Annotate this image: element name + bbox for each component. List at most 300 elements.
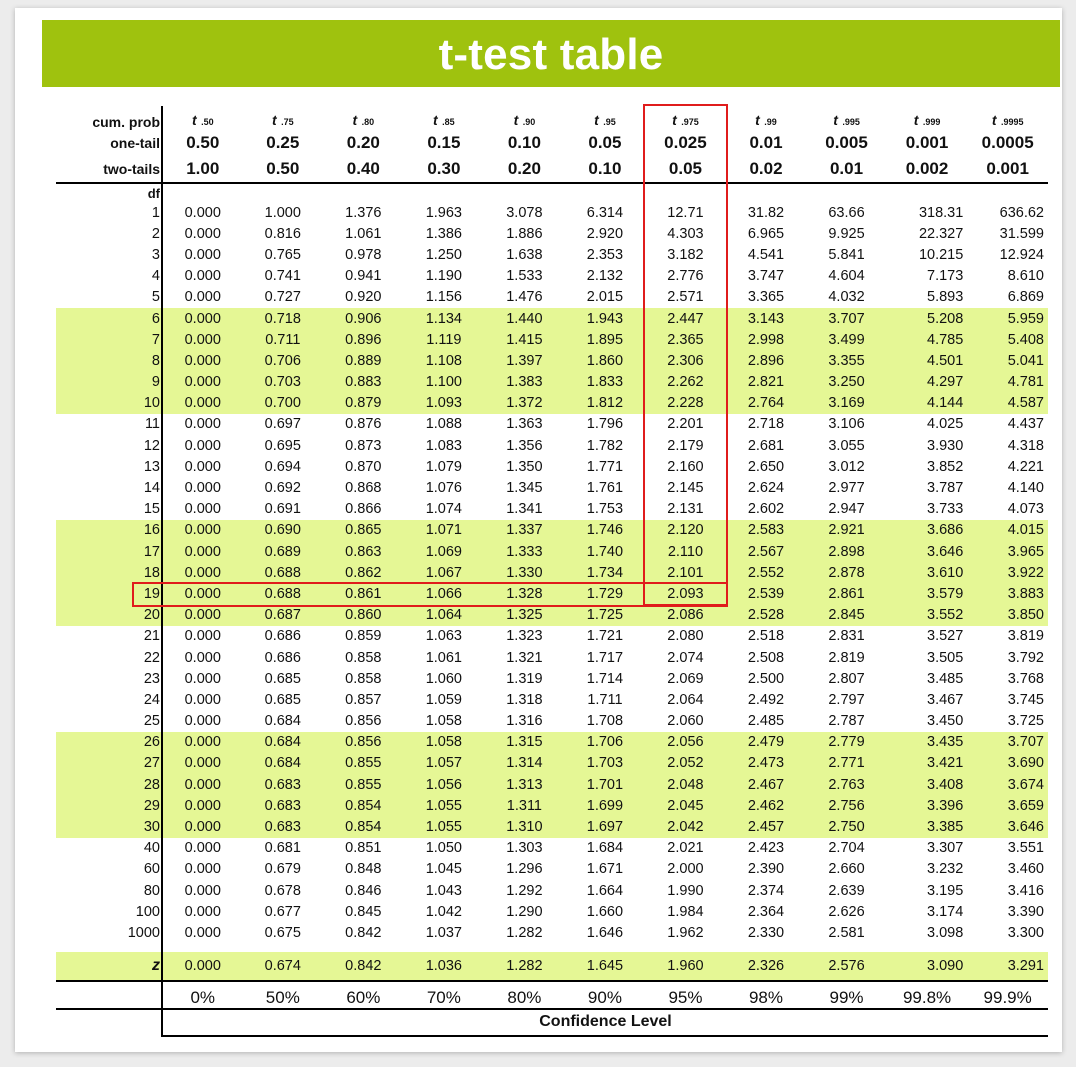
critical-value: 1.108 — [404, 350, 485, 371]
critical-value: 2.821 — [726, 372, 807, 393]
critical-value: 0.845 — [345, 903, 382, 920]
empty-cell — [243, 183, 324, 202]
critical-value: 1.067 — [404, 562, 485, 583]
critical-value: 3.646 — [967, 816, 1048, 837]
critical-value: 9.925 — [828, 225, 865, 242]
critical-value: 1.383 — [484, 372, 565, 393]
critical-value: 2.462 — [726, 795, 807, 816]
z-value: 0.000 — [162, 952, 243, 981]
critical-value: 0.685 — [264, 670, 301, 687]
t-subscript: .90 — [522, 117, 536, 127]
critical-value: 1.055 — [404, 816, 485, 837]
critical-value: 1.060 — [425, 670, 462, 687]
critical-value: 0.688 — [243, 562, 324, 583]
t-symbol: t — [513, 112, 519, 128]
z-value: 0.674 — [243, 952, 324, 981]
critical-value: 2.021 — [667, 840, 704, 857]
critical-value: 2.650 — [747, 458, 785, 475]
critical-value: 2.473 — [726, 753, 807, 774]
table-row — [56, 753, 1048, 774]
critical-value: 2.374 — [747, 882, 785, 899]
critical-value: 0.941 — [345, 268, 382, 285]
df-value: 10 — [56, 393, 162, 414]
critical-value: 0.879 — [323, 393, 404, 414]
critical-value: 3.527 — [927, 628, 964, 645]
critical-value: 1.000 — [264, 204, 301, 221]
table-row — [56, 244, 1048, 265]
df-value: 80 — [56, 880, 162, 901]
critical-value: 3.485 — [927, 670, 964, 687]
critical-value: 1.156 — [425, 289, 462, 306]
spacer — [162, 944, 243, 952]
table-row — [56, 795, 1048, 816]
critical-value: 0.000 — [184, 670, 221, 687]
critical-value: 3.819 — [1007, 628, 1044, 645]
critical-value: 5.841 — [828, 246, 865, 263]
critical-value: 2.132 — [586, 268, 624, 285]
df-value: 14 — [56, 477, 162, 498]
spacer — [565, 944, 646, 952]
critical-value: 1.753 — [586, 501, 624, 518]
df-value: 29 — [56, 795, 162, 816]
df-value: 19 — [56, 583, 162, 604]
critical-value: 1.833 — [565, 372, 646, 393]
page-title: t-test table — [42, 20, 1060, 87]
column-header-t — [323, 106, 404, 130]
confidence-value: 99.9% — [967, 981, 1048, 1009]
critical-value: 2.718 — [747, 416, 785, 433]
critical-value: 1.190 — [425, 268, 462, 285]
t-symbol: t — [271, 112, 277, 128]
critical-value: 4.303 — [667, 225, 704, 242]
critical-value: 1.057 — [404, 753, 485, 774]
critical-value: 2.045 — [645, 795, 726, 816]
critical-value: 1.066 — [404, 583, 485, 604]
critical-value: 3.922 — [967, 562, 1048, 583]
critical-value: 0.854 — [323, 816, 404, 837]
empty-cell — [484, 183, 565, 202]
critical-value: 2.756 — [806, 795, 887, 816]
z-value: 3.291 — [967, 952, 1048, 981]
two-tails-value: 0.50 — [243, 156, 324, 183]
spacer — [645, 944, 726, 952]
critical-value: 4.785 — [887, 329, 968, 350]
critical-value: 1.782 — [586, 437, 624, 454]
critical-value: 0.683 — [243, 795, 324, 816]
critical-value: 1.660 — [586, 903, 624, 920]
critical-value: 0.857 — [345, 691, 382, 708]
one-tail-value: 0.20 — [346, 133, 380, 152]
critical-value: 2.845 — [806, 605, 887, 626]
critical-value: 31.82 — [747, 204, 785, 221]
column-header-t — [967, 106, 1048, 130]
critical-value: 3.078 — [506, 204, 543, 221]
critical-value: 3.965 — [967, 541, 1048, 562]
empty-cell — [726, 183, 807, 202]
critical-value: 2.626 — [828, 903, 865, 920]
critical-value: 2.896 — [726, 350, 807, 371]
critical-value: 0.694 — [264, 458, 301, 475]
critical-value: 63.66 — [828, 204, 865, 221]
critical-value: 2.467 — [726, 774, 807, 795]
critical-value: 1.037 — [425, 924, 462, 941]
critical-value: 3.300 — [1007, 924, 1044, 941]
critical-value: 0.000 — [162, 329, 243, 350]
critical-value: 1.337 — [484, 520, 565, 541]
critical-value: 2.807 — [828, 670, 865, 687]
empty-cell — [967, 183, 1048, 202]
critical-value: 2.479 — [726, 732, 807, 753]
critical-value: 2.485 — [747, 713, 785, 730]
table-row — [56, 583, 1048, 604]
critical-value: 2.353 — [586, 246, 624, 263]
critical-value: 0.679 — [264, 861, 301, 878]
table-row — [56, 880, 1048, 901]
critical-value: 318.31 — [918, 204, 964, 221]
critical-value: 0.865 — [323, 520, 404, 541]
critical-value: 1.376 — [345, 204, 382, 221]
two-tails-value: 0.40 — [323, 156, 404, 183]
critical-value: 1.303 — [506, 840, 543, 857]
table-row — [56, 859, 1048, 880]
critical-value: 1.321 — [506, 649, 543, 666]
critical-value: 4.318 — [1007, 437, 1044, 454]
critical-value: 2.787 — [828, 713, 865, 730]
critical-value: 1.356 — [506, 437, 543, 454]
confidence-value: 0% — [162, 981, 243, 1009]
critical-value: 0.856 — [345, 713, 382, 730]
spacer — [967, 944, 1048, 952]
critical-value: 0.920 — [345, 289, 382, 306]
critical-value: 0.000 — [162, 520, 243, 541]
z-value: 1.645 — [565, 952, 646, 981]
critical-value: 1.415 — [484, 329, 565, 350]
df-value: 28 — [56, 774, 162, 795]
critical-value: 3.169 — [806, 393, 887, 414]
critical-value: 0.706 — [243, 350, 324, 371]
one-tail-value: 0.005 — [825, 133, 868, 152]
critical-value: 1.069 — [404, 541, 485, 562]
critical-value: 0.000 — [184, 628, 221, 645]
table-row — [56, 329, 1048, 350]
two-tails-label: two-tails — [56, 156, 162, 183]
critical-value: 0.862 — [323, 562, 404, 583]
critical-value: 1.962 — [667, 924, 704, 941]
table-row — [56, 266, 1048, 287]
critical-value: 2.080 — [667, 628, 704, 645]
critical-value: 0.906 — [323, 308, 404, 329]
df-value: 9 — [56, 372, 162, 393]
critical-value: 31.599 — [999, 225, 1044, 242]
critical-value: 3.396 — [887, 795, 968, 816]
critical-value: 0.978 — [345, 246, 382, 263]
critical-value: 1.061 — [425, 649, 462, 666]
critical-value: 0.000 — [184, 501, 221, 518]
critical-value: 1.796 — [586, 416, 624, 433]
critical-value: 2.447 — [645, 308, 726, 329]
df-value: 17 — [56, 541, 162, 562]
critical-value: 2.093 — [645, 583, 726, 604]
critical-value: 2.776 — [667, 268, 704, 285]
critical-value: 0.683 — [243, 774, 324, 795]
critical-value: 1.684 — [586, 840, 624, 857]
spacer — [56, 944, 162, 952]
critical-value: 1.812 — [565, 393, 646, 414]
critical-value: 1.440 — [484, 308, 565, 329]
critical-value: 12.71 — [667, 204, 704, 221]
critical-value: 1.697 — [565, 816, 646, 837]
critical-value: 1.088 — [425, 416, 462, 433]
critical-value: 0.000 — [162, 774, 243, 795]
critical-value: 7.173 — [927, 268, 964, 285]
confidence-value: 99.8% — [887, 981, 968, 1009]
critical-value: 2.552 — [726, 562, 807, 583]
critical-value: 1.292 — [506, 882, 543, 899]
critical-value: 0.697 — [264, 416, 301, 433]
one-tail-value: 0.25 — [266, 133, 300, 152]
empty-cell — [887, 183, 968, 202]
critical-value: 2.797 — [828, 691, 865, 708]
critical-value: 1.043 — [425, 882, 462, 899]
critical-value: 0.681 — [264, 840, 301, 857]
confidence-value: 50% — [243, 981, 324, 1009]
critical-value: 0.860 — [323, 605, 404, 626]
critical-value: 2.048 — [645, 774, 726, 795]
critical-value: 0.684 — [243, 753, 324, 774]
spacer — [323, 944, 404, 952]
critical-value: 2.660 — [828, 861, 865, 878]
critical-value: 2.492 — [747, 691, 785, 708]
critical-value: 1.708 — [586, 713, 624, 730]
z-value: 0.842 — [323, 952, 404, 981]
critical-value: 1.056 — [404, 774, 485, 795]
critical-value: 3.467 — [927, 691, 964, 708]
critical-value: 1.045 — [425, 861, 462, 878]
t-subscript: .80 — [361, 117, 375, 127]
critical-value: 1.341 — [506, 501, 543, 518]
empty-cell — [806, 183, 887, 202]
critical-value: 2.602 — [747, 501, 785, 518]
critical-value: 1.721 — [586, 628, 624, 645]
critical-value: 6.965 — [747, 225, 785, 242]
critical-value: 0.000 — [184, 458, 221, 475]
critical-value: 0.000 — [184, 268, 221, 285]
critical-value: 1.350 — [506, 458, 543, 475]
critical-value: 0.858 — [345, 670, 382, 687]
df-value: 7 — [56, 329, 162, 350]
critical-value: 2.423 — [747, 840, 785, 857]
critical-value: 3.707 — [806, 308, 887, 329]
critical-value: 1.314 — [484, 753, 565, 774]
two-tails-value: 0.01 — [806, 156, 887, 183]
critical-value: 3.385 — [887, 816, 968, 837]
critical-value: 4.144 — [887, 393, 968, 414]
critical-value: 1.313 — [484, 774, 565, 795]
critical-value: 4.025 — [927, 416, 964, 433]
table-row — [56, 477, 1048, 498]
table-row — [56, 223, 1048, 244]
two-tails-value: 1.00 — [162, 156, 243, 183]
critical-value: 0.703 — [243, 372, 324, 393]
critical-value: 0.000 — [162, 393, 243, 414]
critical-value: 3.686 — [887, 520, 968, 541]
df-value: 2 — [56, 223, 162, 244]
critical-value: 3.551 — [1007, 840, 1044, 857]
table-row — [56, 838, 1048, 859]
critical-value: 3.745 — [1007, 691, 1044, 708]
critical-value: 1.079 — [425, 458, 462, 475]
empty-cell — [323, 183, 404, 202]
critical-value: 3.055 — [828, 437, 865, 454]
critical-value: 4.032 — [828, 289, 865, 306]
spacer — [806, 944, 887, 952]
t-subscript: .95 — [603, 117, 616, 127]
critical-value: 2.771 — [806, 753, 887, 774]
spacer — [404, 944, 485, 952]
critical-value: 3.355 — [806, 350, 887, 371]
critical-value: 0.000 — [162, 732, 243, 753]
critical-value: 0.855 — [323, 753, 404, 774]
critical-value: 2.064 — [667, 691, 704, 708]
critical-value: 0.685 — [264, 691, 301, 708]
critical-value: 2.763 — [806, 774, 887, 795]
critical-value: 4.297 — [887, 372, 968, 393]
column-header-t — [162, 106, 243, 130]
table-row — [56, 372, 1048, 393]
critical-value: 12.924 — [999, 246, 1044, 263]
critical-value: 2.042 — [645, 816, 726, 837]
column-header-t — [243, 106, 324, 130]
confidence-value: 95% — [645, 981, 726, 1009]
critical-value: 1.323 — [506, 628, 543, 645]
critical-value: 1.943 — [565, 308, 646, 329]
critical-value: 1.042 — [425, 903, 462, 920]
critical-value: 1.290 — [506, 903, 543, 920]
critical-value: 1.746 — [565, 520, 646, 541]
critical-value: 0.842 — [345, 924, 382, 941]
one-tail-value: 0.025 — [664, 133, 707, 152]
df-value: 12 — [56, 435, 162, 456]
critical-value: 0.700 — [243, 393, 324, 414]
confidence-value: 90% — [565, 981, 646, 1009]
z-value: 2.576 — [806, 952, 887, 981]
df-value: 40 — [56, 838, 162, 859]
critical-value: 2.110 — [645, 541, 726, 562]
critical-value: 0.000 — [184, 289, 221, 306]
critical-value: 6.314 — [586, 204, 624, 221]
column-header-t — [806, 106, 887, 130]
critical-value: 2.624 — [747, 480, 785, 497]
table-row — [56, 562, 1048, 583]
critical-value: 1.330 — [484, 562, 565, 583]
critical-value: 2.921 — [806, 520, 887, 541]
critical-value: 3.552 — [887, 605, 968, 626]
critical-value: 2.831 — [828, 628, 865, 645]
t-symbol: t — [672, 112, 677, 128]
table-row — [56, 732, 1048, 753]
critical-value: 1.296 — [506, 861, 543, 878]
spacer — [484, 944, 565, 952]
table-row — [56, 901, 1048, 922]
critical-value: 4.437 — [1007, 416, 1044, 433]
critical-value: 0.692 — [264, 480, 301, 497]
t-symbol: t — [913, 112, 919, 128]
critical-value: 1.646 — [586, 924, 624, 941]
critical-value: 2.131 — [667, 501, 704, 518]
column-header-t — [565, 106, 646, 130]
z-value: 3.090 — [887, 952, 968, 981]
critical-value: 3.747 — [747, 268, 785, 285]
critical-value: 0.889 — [323, 350, 404, 371]
critical-value: 1.059 — [425, 691, 462, 708]
t-subscript: .9995 — [1000, 117, 1024, 127]
table-row — [56, 499, 1048, 520]
table-row — [56, 308, 1048, 329]
critical-value: 0.858 — [345, 649, 382, 666]
critical-value: 4.221 — [1007, 458, 1044, 475]
critical-value: 0.000 — [184, 903, 221, 920]
critical-value: 2.364 — [747, 903, 785, 920]
critical-value: 0.000 — [162, 816, 243, 837]
table-row — [56, 626, 1048, 647]
critical-value: 0.000 — [184, 416, 221, 433]
critical-value: 3.850 — [967, 605, 1048, 626]
critical-value: 3.768 — [1007, 670, 1044, 687]
critical-value: 0.873 — [345, 437, 382, 454]
critical-value: 2.074 — [667, 649, 704, 666]
column-header-t — [484, 106, 565, 130]
critical-value: 0.687 — [243, 605, 324, 626]
df-value: 25 — [56, 711, 162, 732]
one-tail-value: 0.15 — [427, 133, 461, 152]
critical-value: 0.854 — [323, 795, 404, 816]
critical-value: 2.056 — [645, 732, 726, 753]
df-value: 1 — [56, 202, 162, 223]
critical-value: 4.781 — [967, 372, 1048, 393]
critical-value: 1.372 — [484, 393, 565, 414]
df-value: 24 — [56, 689, 162, 710]
critical-value: 2.567 — [726, 541, 807, 562]
df-value: 4 — [56, 266, 162, 287]
critical-value: 0.000 — [162, 308, 243, 329]
critical-value: 1.984 — [667, 903, 704, 920]
critical-value: 1.063 — [425, 628, 462, 645]
critical-value: 0.000 — [184, 861, 221, 878]
critical-value: 3.307 — [927, 840, 964, 857]
critical-value: 1.701 — [565, 774, 646, 795]
critical-value: 3.579 — [887, 583, 968, 604]
table-row — [56, 202, 1048, 223]
critical-value: 3.646 — [887, 541, 968, 562]
cum-prob-label: cum. prob — [56, 106, 162, 130]
critical-value: 0.686 — [264, 649, 301, 666]
z-value: 1.282 — [484, 952, 565, 981]
column-header-t — [887, 106, 968, 130]
one-tail-value: 0.10 — [507, 133, 541, 152]
critical-value: 1.711 — [587, 691, 623, 708]
critical-value: 2.201 — [667, 416, 704, 433]
critical-value: 1.119 — [404, 329, 485, 350]
critical-value: 1.638 — [506, 246, 543, 263]
critical-value: 0.000 — [162, 605, 243, 626]
critical-value: 3.883 — [967, 583, 1048, 604]
critical-value: 0.000 — [184, 225, 221, 242]
critical-value: 2.861 — [806, 583, 887, 604]
critical-value: 2.086 — [645, 605, 726, 626]
two-tails-value: 0.30 — [404, 156, 485, 183]
table-row — [56, 435, 1048, 456]
critical-value: 2.390 — [747, 861, 785, 878]
